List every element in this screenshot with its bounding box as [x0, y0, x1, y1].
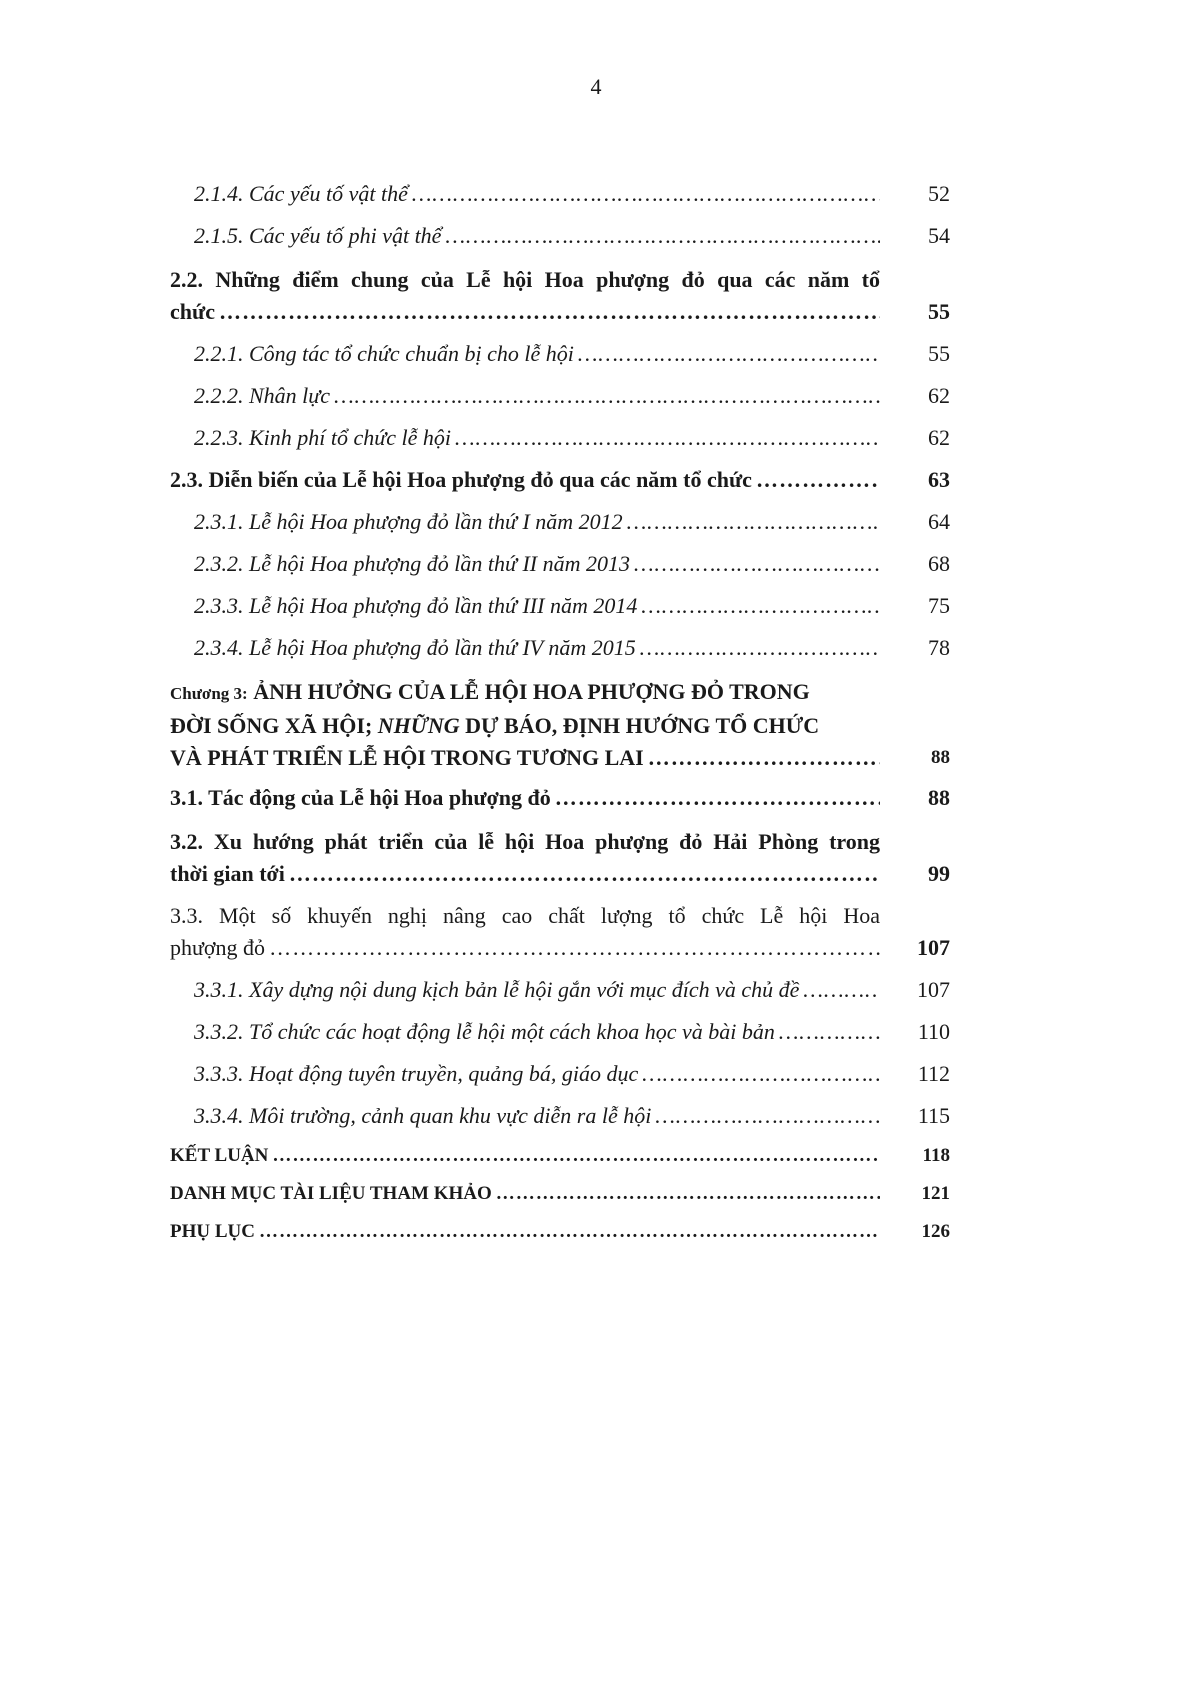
toc-entry-page: 55 — [928, 341, 950, 366]
toc-entry-title-cont: thời gian tới — [170, 861, 285, 886]
toc-entry-page: 62 — [928, 383, 950, 408]
toc-entry-title: 3.2. Xu hướng phát triển của lễ hội Hoa phượng đỏ Hải Phòng trong — [170, 829, 880, 854]
toc-entry — [170, 826, 950, 890]
toc-entry — [170, 1140, 950, 1172]
toc-entry-title: 2.3.3. Lễ hội Hoa phượng đỏ lần thứ III năm 2014 — [194, 593, 638, 618]
toc-entry-page: 107 — [917, 977, 950, 1002]
toc-entry — [170, 974, 950, 1006]
toc-entry-page: 115 — [917, 1103, 950, 1128]
toc-entry — [170, 178, 950, 210]
chapter-title-line1: ẢNH HƯỞNG CỦA LỄ HỘI HOA PHƯỢNG ĐỎ TRONG — [253, 679, 810, 704]
toc-chapter-entry — [170, 676, 950, 774]
toc-entry-title: 3.3.2. Tổ chức các hoạt động lễ hội một cách khoa học và bài bản — [194, 1019, 775, 1044]
toc-entry-title: 2.3. Diễn biến của Lễ hội Hoa phượng đỏ qua các năm tổ chức — [170, 467, 752, 492]
toc-entry — [170, 1100, 950, 1132]
toc-entry-page: 88 — [928, 785, 950, 810]
toc-entry-page: 55 — [928, 299, 950, 324]
toc-entry-title: 3.1. Tác động của Lễ hội Hoa phượng đỏ — [170, 785, 551, 810]
toc-entry-title: 2.1.5. Các yếu tố phi vật thể — [194, 223, 442, 248]
toc-entry — [170, 1058, 950, 1090]
toc-entry-title: 3.3.1. Xây dựng nội dung kịch bản lễ hội gắn với mục đích và chủ đề — [194, 977, 800, 1002]
toc-entry-title: 3.3.4. Môi trường, cảnh quan khu vực diễn ra lễ hội — [194, 1103, 652, 1128]
toc-entry-title-cont: chức — [170, 299, 215, 324]
toc-entry — [170, 632, 950, 664]
toc-entry-title: 2.3.1. Lễ hội Hoa phượng đỏ lần thứ I năm 2012 — [194, 509, 623, 534]
toc-entry-title-cont: phượng đỏ — [170, 935, 266, 960]
toc-entry — [170, 506, 950, 538]
toc-entry-page: 110 — [917, 1019, 950, 1044]
toc-entry-title: 3.3.3. Hoạt động tuyên truyền, quảng bá, giáo dục — [194, 1061, 639, 1086]
toc-entry-page: 54 — [928, 223, 950, 248]
toc-entry-page: 126 — [921, 1221, 950, 1242]
toc-entry-page: 64 — [928, 509, 950, 534]
toc-entry-title: 3.3. Một số khuyến nghị nâng cao chất lượng tổ chức Lễ hội Hoa — [170, 903, 880, 928]
chapter-title-line2a: ĐỜI SỐNG XÃ HỘI; — [170, 713, 373, 738]
chapter-title-line2b: NHỮNG — [377, 713, 460, 738]
toc-entry — [170, 264, 950, 328]
toc-entry-title: DANH MỤC TÀI LIỆU THAM KHẢO — [170, 1183, 492, 1204]
chapter-label: Chương 3: — [170, 684, 248, 703]
toc-entry-page: 99 — [928, 861, 950, 886]
toc-entry-page: 63 — [928, 467, 950, 492]
toc-entry — [170, 1016, 950, 1048]
toc-entry-page: 121 — [921, 1183, 950, 1204]
toc-entry — [170, 380, 950, 412]
toc-entry — [170, 1216, 950, 1248]
toc-entry-title: 2.3.2. Lễ hội Hoa phượng đỏ lần thứ II năm 2013 — [194, 551, 631, 576]
toc-entry-page: 107 — [917, 935, 950, 960]
toc-entry-page: 118 — [922, 1145, 950, 1166]
chapter-title-line2c: DỰ BÁO, ĐỊNH HƯỚNG TỔ CHỨC — [465, 713, 820, 738]
toc-entry — [170, 464, 950, 496]
toc-entry-page: 75 — [928, 593, 950, 618]
toc-entry — [170, 220, 950, 252]
toc-entry-title: 2.2.2. Nhân lực — [194, 383, 331, 408]
toc-entry-page: 88 — [931, 747, 950, 768]
toc-entry-title: 2.2.3. Kinh phí tổ chức lễ hội — [194, 425, 452, 450]
toc-entry-title: 2.3.4. Lễ hội Hoa phượng đỏ lần thứ IV năm 2015 — [194, 635, 636, 660]
toc-entry — [170, 590, 950, 622]
toc-entry-page: 68 — [928, 551, 950, 576]
toc-entry-title: PHỤ LỤC — [170, 1221, 255, 1242]
toc-entry-page: 62 — [928, 425, 950, 450]
toc-entry — [170, 338, 950, 370]
toc-entry-page: 52 — [928, 181, 950, 206]
toc-entry-title: 2.1.4. Các yếu tố vật thể — [194, 181, 408, 206]
toc-entry-title: 2.2. Những điểm chung của Lễ hội Hoa phượng đỏ qua các năm tổ — [170, 267, 880, 292]
toc-entry — [170, 900, 950, 964]
toc-entry — [170, 548, 950, 580]
toc-entry — [170, 422, 950, 454]
toc-entry — [170, 1178, 950, 1210]
toc-entry-page: 112 — [917, 1061, 950, 1086]
toc-entry-page: 78 — [928, 635, 950, 660]
toc-entry-title: 2.2.1. Công tác tổ chức chuẩn bị cho lễ hội — [194, 341, 574, 366]
chapter-title-line3: VÀ PHÁT TRIỂN LỄ HỘI TRONG TƯƠNG LAI — [170, 745, 644, 770]
toc-entry — [170, 782, 950, 814]
table-of-contents — [170, 178, 950, 1248]
page-number: 4 — [590, 74, 602, 99]
toc-entry-title: KẾT LUẬN — [170, 1145, 269, 1166]
